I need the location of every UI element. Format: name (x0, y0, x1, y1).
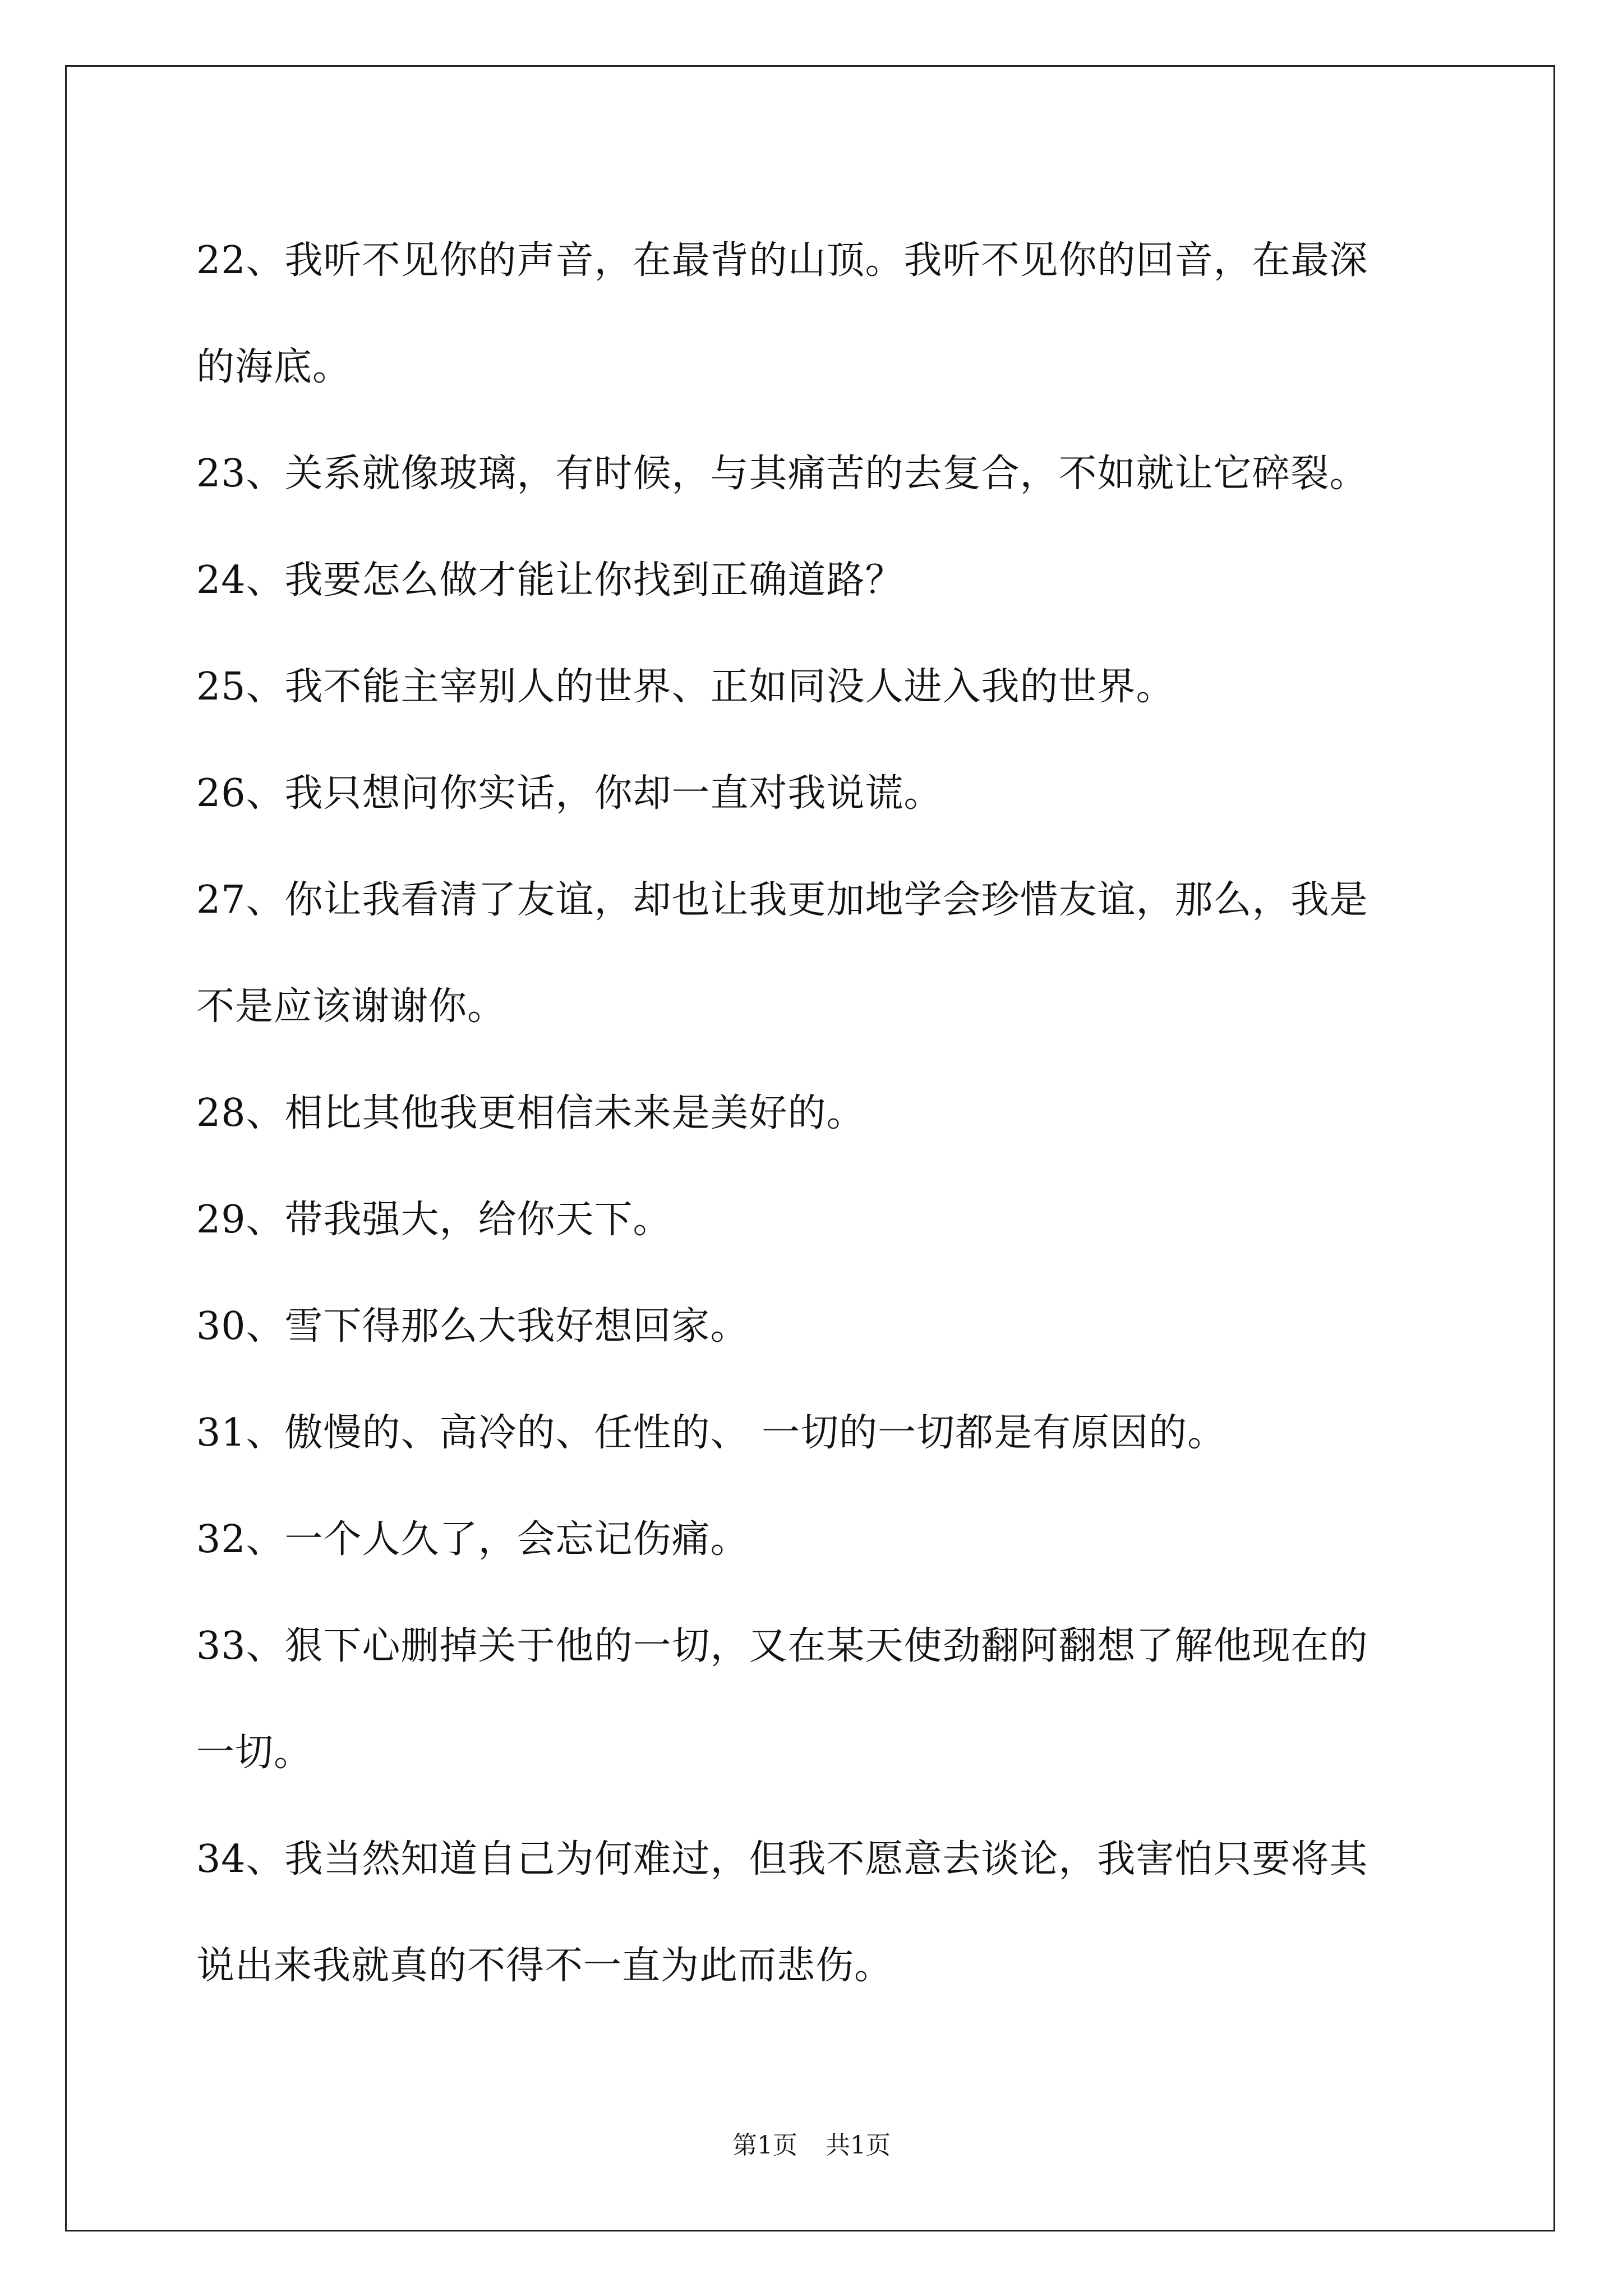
page-number: 第1页 (732, 2131, 797, 2160)
text-line: 的海底。 (196, 345, 352, 389)
text-line: 不是应该谢谢你。 (196, 984, 506, 1029)
text-line: 26、我只想问你实话，你却一直对我说谎。 (196, 771, 943, 816)
text-line: 27、你让我看清了友谊，却也让我更加地学会珍惜友谊，那么，我是 (196, 878, 1368, 922)
text-line: 31、傲慢的、高冷的、任性的、 一切的一切都是有原因的。 (196, 1411, 1227, 1455)
text-line: 32、一个人久了，会忘记伤痛。 (196, 1517, 749, 1562)
text-line: 33、狠下心删掉关于他的一切，又在某天使劲翻阿翻想了解他现在的 (196, 1624, 1368, 1668)
text-line: 29、带我强大，给你天下。 (196, 1198, 672, 1242)
page-total: 共1页 (826, 2131, 891, 2160)
text-line: 25、我不能主宰别人的世界、正如同没人进入我的世界。 (196, 665, 1175, 709)
text-line: 23、关系就像玻璃，有时候，与其痛苦的去复合，不如就让它碎裂。 (196, 452, 1368, 496)
text-line: 30、雪下得那么大我好想回家。 (196, 1304, 749, 1349)
text-line: 一切。 (196, 1731, 313, 1775)
page-footer (0, 2129, 1623, 2162)
text-line: 说出来我就真的不得不一直为此而悲伤。 (196, 1944, 893, 1988)
text-line: 24、我要怎么做才能让你找到正确道路？ (196, 558, 904, 602)
text-line: 28、相比其他我更相信未来是美好的。 (196, 1091, 865, 1135)
text-line: 34、我当然知道自己为何难过，但我不愿意去谈论，我害怕只要将其 (196, 1837, 1368, 1881)
text-line: 22、我听不见你的声音，在最背的山顶。我听不见你的回音，在最深 (196, 238, 1368, 283)
document-body (196, 208, 1453, 2019)
